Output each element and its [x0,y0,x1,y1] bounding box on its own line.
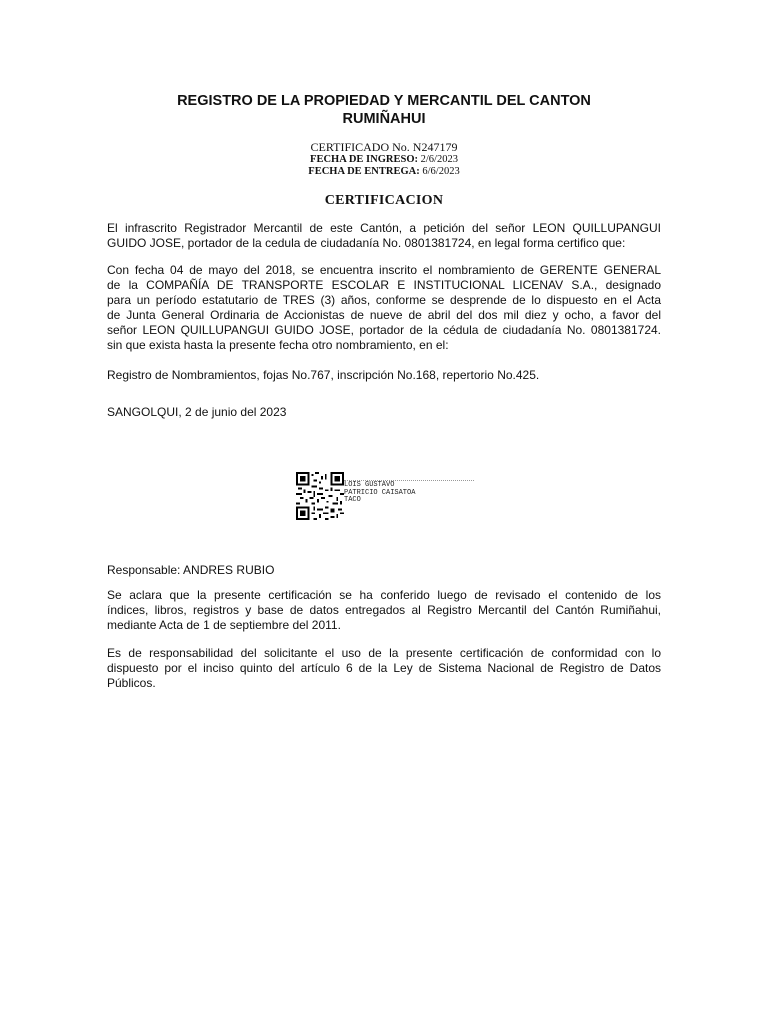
text-line: de Junta General Ordinaria de Accionistas de nueve de abril del dos mil diez y ocho, a favor del [107,308,661,322]
text-line: sin que exista hasta la presente fecha otro nombramiento, en el: [107,338,449,352]
title-line-1: REGISTRO DE LA PROPIEDAD Y MERCANTIL DEL CANTON [177,93,591,109]
signature-line: LOIS GUSTAVO [344,481,395,489]
paragraph-request [107,221,661,251]
text-line: índices, libros, registros y base de datos entregados al Registro Mercantil del Cantón Rumiñahui, [107,603,661,617]
text-line: mediante Acta de 1 de septiembre del 2011. [107,618,341,632]
intake-date-value: 2/6/2023 [420,154,458,165]
paragraph-responsibility [107,646,661,691]
text-line: Es de responsabilidad del solicitante el uso de la presente certificación de conformidad con lo [107,646,661,660]
text-line: dispuesto por el inciso quinto del artículo 6 de la Ley de Sistema Nacional de Registro de Datos [107,661,661,675]
signature-divider [344,474,474,481]
text-line: de la COMPAÑÍA DE TRANSPORTE ESCOLAR E INSTITUCIONAL LICENAV S.A., designado [107,278,661,292]
digital-signature [344,482,415,505]
text-line: Con fecha 04 de mayo del 2018, se encuentra inscrito el nombramiento de GERENTE GENERAL [107,263,661,277]
intake-date-label: FECHA DE INGRESO: [310,154,418,165]
section-heading: CERTIFICACION [324,193,444,208]
qr-code-icon [296,472,344,520]
text-line: GUIDO JOSE, portador de la cedula de ciudadanía No. 0801381724, en legal forma certifico que: [107,236,626,250]
title-line-2: RUMIÑAHUI [342,111,426,127]
signature-line: PATRICIO CAISATOA [344,488,416,497]
text-line: para un período estatutario de TRES (3) años, conforme se desprende de lo dispuesto en el Acta [107,293,661,307]
page-title [100,92,668,128]
place-and-date: SANGOLQUI, 2 de junio del 2023 [107,405,287,419]
registry-reference: Registro de Nombramientos, fojas No.767, inscripción No.168, repertorio No.425. [107,368,540,382]
text-line: señor LEON QUILLUPANGUI GUIDO JOSE, portador de la cédula de ciudadanía No. 0801381724. [107,323,661,337]
paragraph-appointment [107,263,661,353]
delivery-date [200,166,568,178]
responsible-person: Responsable: ANDRES RUBIO [107,563,275,577]
delivery-date-label: FECHA DE ENTREGA: [308,166,420,177]
text-line: El infrascrito Registrador Mercantil de este Cantón, a petición del señor LEON QUILLUPANGUI [107,221,661,235]
delivery-date-value: 6/6/2023 [422,166,460,177]
paragraph-clarification [107,588,661,633]
certificate-info [200,140,568,178]
text-line: Se aclara que la presente certificación se ha conferido luego de revisado el contenido de los [107,588,661,602]
certificate-number: CERTIFICADO No. N247179 [310,140,458,154]
text-line: Públicos. [107,676,156,690]
intake-date [200,154,568,166]
signature-line: TACO [344,496,361,504]
